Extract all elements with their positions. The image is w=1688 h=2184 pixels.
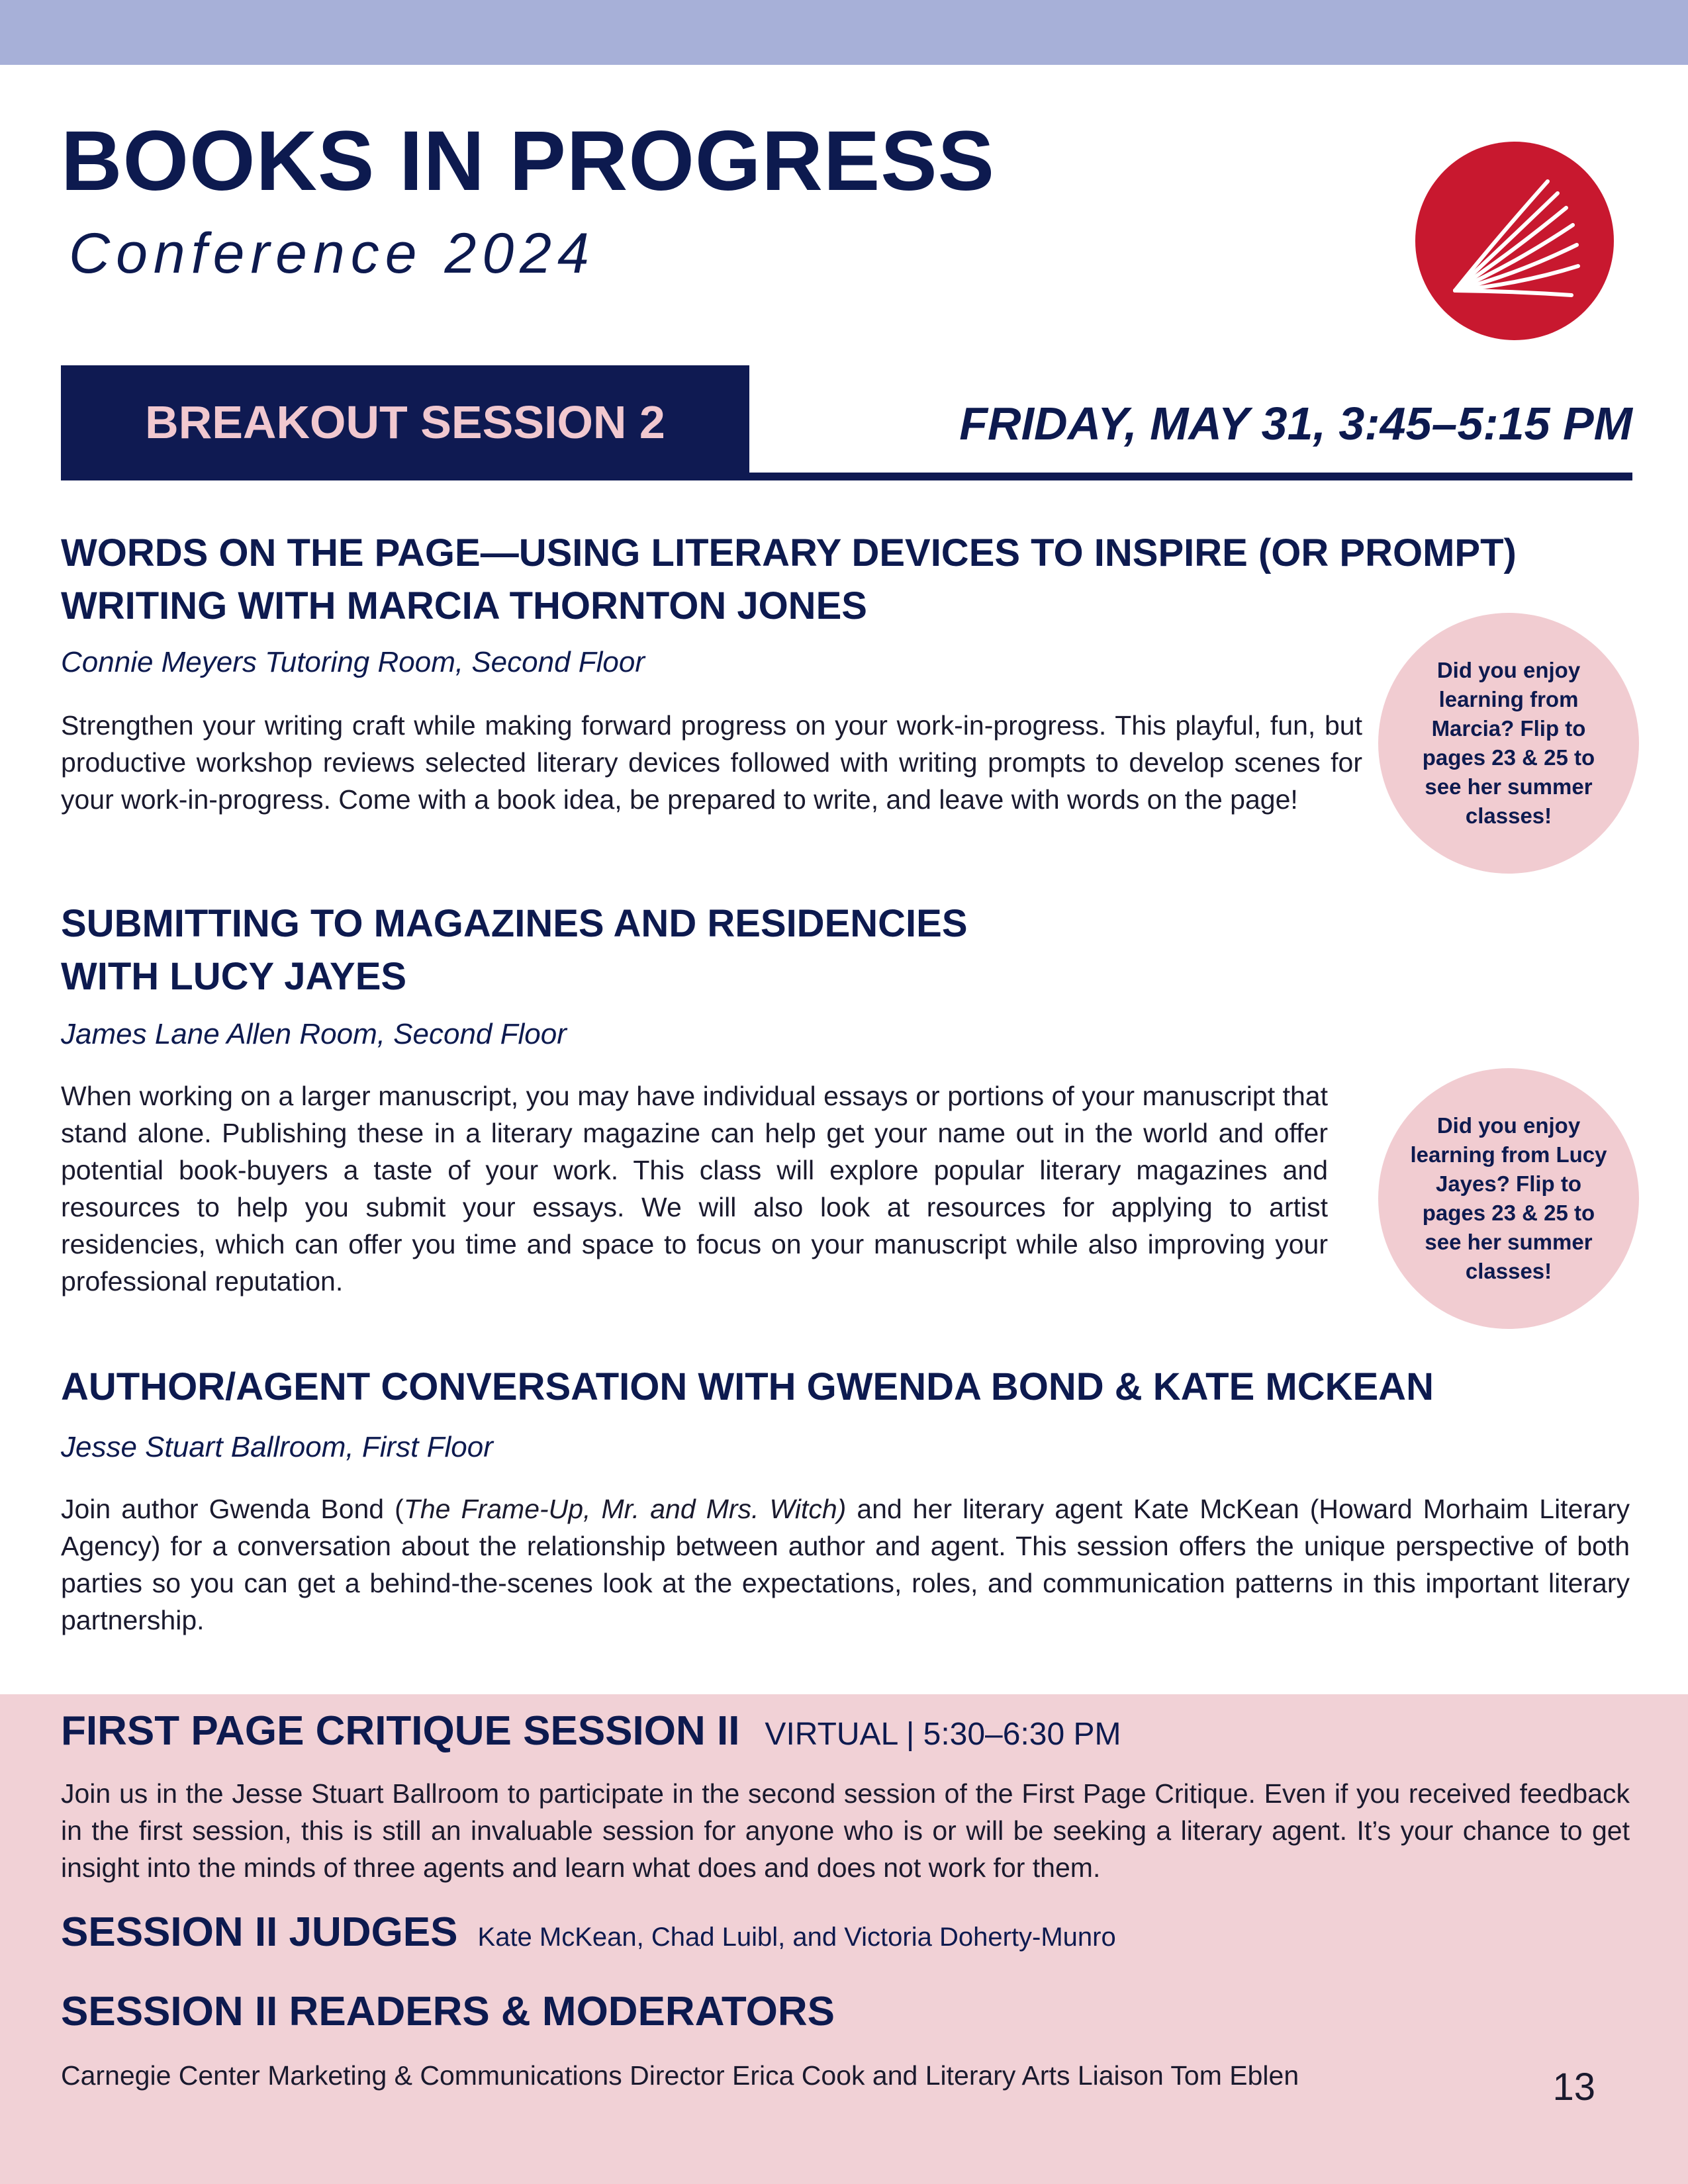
page-title: BOOKS IN PROGRESS — [61, 114, 995, 208]
session-3-location: Jesse Stuart Ballroom, First Floor — [61, 1431, 493, 1463]
first-page-critique-heading — [61, 1707, 1121, 1754]
session-1-title — [61, 527, 1517, 633]
breakout-session-banner — [61, 365, 749, 479]
session-3-title: AUTHOR/AGENT CONVERSATION WITH GWENDA BOND & KATE MCKEAN — [61, 1365, 1434, 1408]
session-3-description — [61, 1490, 1630, 1639]
session-2-callout — [1378, 1068, 1639, 1329]
session-2-description: When working on a larger manuscript, you may have individual essays or portions of your manuscript that stand alone. Publishing these in a literary magazine can help get your name out in the world and offer potential book-buyers a taste of your work. This class will explore popular literary magazines and resources to help you submit your essays. We will also look at resources for applying to artist residencies, which can offer you time and space to focus on your manuscript while also improving your professional reputation. — [61, 1081, 1328, 1297]
session-date-time: FRIDAY, MAY 31, 3:45–5:15 PM — [959, 398, 1632, 449]
session-1-title-line-1: WORDS ON THE PAGE—USING LITERARY DEVICES TO INSPIRE (OR PROMPT) — [61, 531, 1517, 574]
session-2-title-line-1: SUBMITTING TO MAGAZINES AND RESIDENCIES — [61, 902, 968, 945]
readers-heading: SESSION II READERS & MODERATORS — [61, 1989, 835, 2034]
session-1-callout-text: Did you enjoy learning from Marcia? Flip to pages 23 & 25 to see her summer classes! — [1422, 658, 1595, 828]
session-1-title-line-2: WRITING WITH MARCIA THORNTON JONES — [61, 584, 867, 627]
session-3-desc-before: Join author Gwenda Bond ( — [61, 1494, 404, 1524]
session-2-callout-text: Did you enjoy learning from Lucy Jayes? Flip to pages 23 & 25 to see her summer classes! — [1410, 1113, 1607, 1283]
session-3-desc-after: and her literary agent Kate McKean (Howard Morhaim Literary Agency) for a conversation about the relationship between author and agent. This session offers the unique perspective of both parties so you can get a behind-the-scenes look at the expectations, roles, and communication patterns in this important literary partnership. — [61, 1494, 1630, 1635]
readers-names: Carnegie Center Marketing & Communications Director Erica Cook and Literary Arts Liaison Tom Eblen — [61, 2060, 1299, 2091]
page-number: 13 — [1552, 2066, 1595, 2109]
session-3-desc-book-titles: The Frame-Up, Mr. and Mrs. Witch) — [403, 1494, 847, 1524]
session-1-callout — [1378, 613, 1639, 874]
judges-names: Kate McKean, Chad Luibl, and Victoria Doherty-Munro — [477, 1923, 1116, 1952]
breakout-session-label: BREAKOUT SESSION 2 — [145, 396, 665, 448]
first-page-critique-meta: VIRTUAL | 5:30–6:30 PM — [765, 1717, 1121, 1752]
session-1-description: Strengthen your writing craft while making forward progress on your work-in-progress. This playful, fun, but productive workshop reviews selected literary devices followed with writing prompts to develop scenes for your work-in-progress. Come with a book idea, be prepared to write, and leave with words on the page! — [61, 710, 1362, 815]
first-page-critique-title: FIRST PAGE CRITIQUE SESSION II — [61, 1708, 740, 1754]
session-2-title — [61, 897, 968, 1003]
session-2-location: James Lane Allen Room, Second Floor — [61, 1018, 567, 1050]
first-page-critique-description: Join us in the Jesse Stuart Ballroom to participate in the second session of the First Page Critique. Even if you received feedback in the first session, this is still an invaluable session for anyone who is or will be seeking a literary agent. It’s your chance to get insight into the minds of three agents and learn what does and does not work for them. — [61, 1778, 1630, 1883]
open-book-logo-icon — [1415, 142, 1614, 340]
page-subtitle: Conference 2024 — [69, 222, 595, 285]
session-1-location: Connie Meyers Tutoring Room, Second Floor — [61, 646, 645, 678]
judges-heading: SESSION II JUDGES — [61, 1909, 458, 1955]
judges-heading-row — [61, 1909, 1116, 1956]
top-color-band — [0, 0, 1688, 65]
banner-rule — [61, 473, 1632, 480]
session-2-title-line-2: WITH LUCY JAYES — [61, 955, 407, 998]
